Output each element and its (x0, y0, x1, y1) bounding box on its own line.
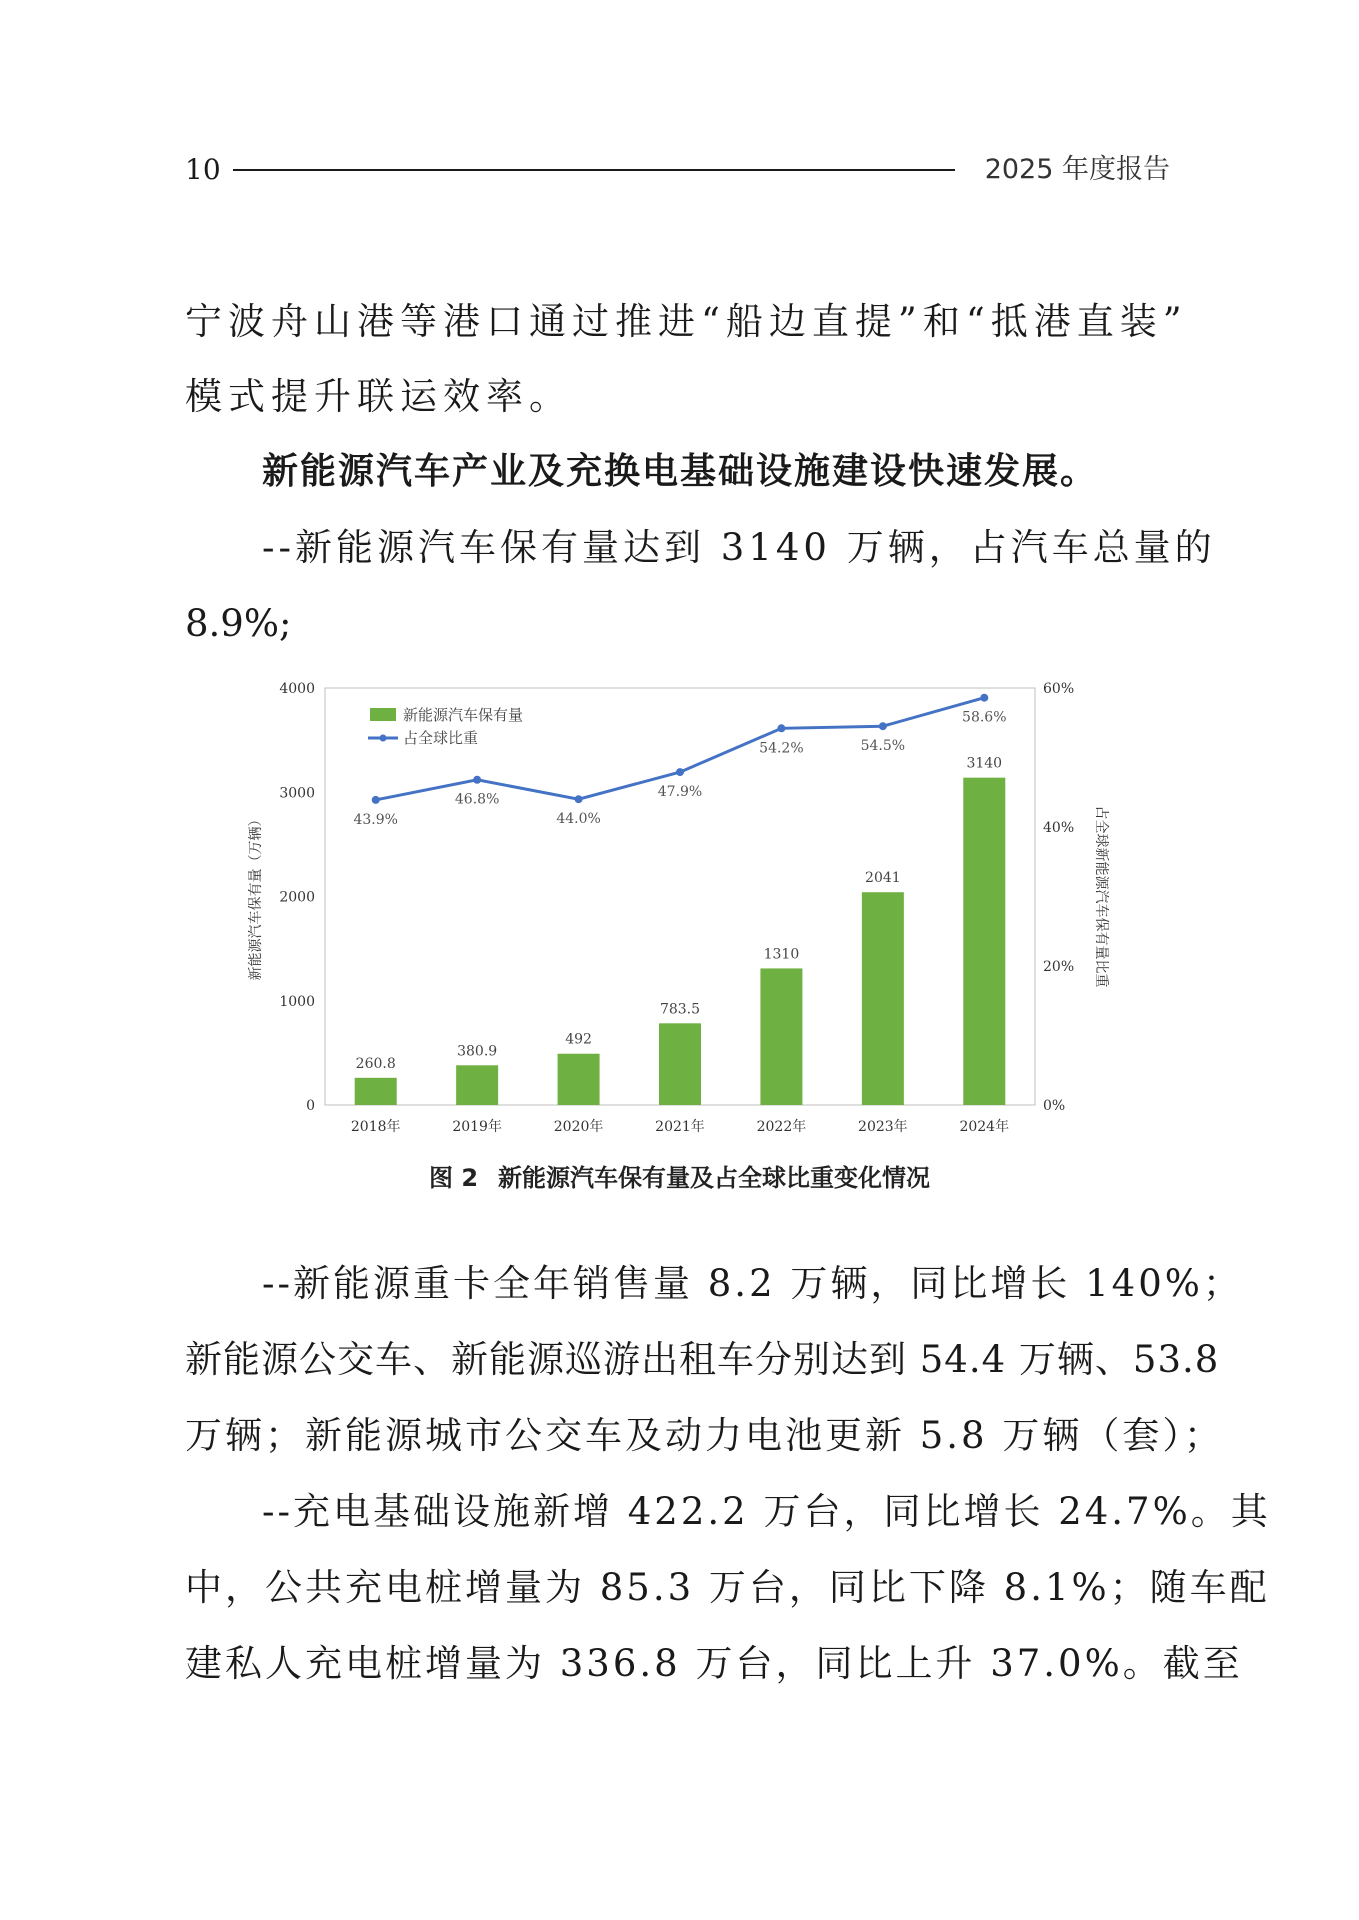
y-tick-label: 0 (306, 1098, 315, 1114)
y2-axis-label: 占全球新能源汽车保有量比重 (1093, 805, 1109, 988)
legend-swatch-point (380, 735, 387, 742)
share-data-label: 44.0% (556, 811, 601, 828)
chart (235, 668, 1135, 1138)
bar-data-label: 1310 (763, 946, 800, 963)
share-data-label: 43.9% (353, 811, 398, 828)
legend-swatch-bars (370, 708, 396, 721)
y2-tick-label: 0% (1043, 1098, 1066, 1114)
header-rule (233, 169, 955, 171)
x-tick-label: 2018年 (350, 1119, 401, 1135)
bullet-line: --新能源重卡全年销售量 8.2 万辆，同比增长 140%； (262, 1262, 1243, 1305)
figure-caption (0, 1158, 1359, 1193)
bar (862, 892, 904, 1105)
x-tick-label: 2021年 (655, 1119, 705, 1135)
caption-label: 图 2 (428, 1164, 479, 1192)
share-point (676, 768, 684, 776)
bar-data-label: 260.8 (355, 1055, 396, 1072)
section-heading: 新能源汽车产业及充换电基础设施建设快速发展。 (262, 451, 1099, 492)
bullet-line: 8.9%; (185, 602, 292, 645)
y-tick-label: 3000 (279, 785, 315, 802)
page-header (185, 152, 1170, 188)
body-line: 模式提升联运效率。 (185, 375, 572, 418)
bar-data-label: 492 (565, 1031, 592, 1048)
y2-tick-label: 60% (1043, 681, 1075, 697)
y2-tick-label: 20% (1043, 959, 1075, 975)
x-tick-label: 2024年 (959, 1119, 1010, 1135)
y-axis-label: 新能源汽车保有量（万辆） (248, 812, 264, 981)
x-tick-label: 2019年 (452, 1119, 502, 1135)
y-tick-label: 1000 (279, 993, 315, 1010)
bar-data-label: 3140 (966, 755, 1003, 772)
share-data-label: 54.5% (860, 738, 906, 755)
bar (760, 968, 802, 1105)
share-point (372, 796, 380, 804)
bar-data-label: 380.9 (457, 1043, 498, 1060)
bullet-line: 建私人充电桩增量为 336.8 万台，同比上升 37.0%。截至 (185, 1642, 1243, 1685)
x-tick-label: 2023年 (858, 1119, 908, 1135)
share-data-label: 54.2% (759, 740, 804, 757)
x-tick-label: 2022年 (756, 1119, 807, 1135)
share-point (777, 724, 785, 732)
bar (659, 1023, 701, 1105)
legend-label-line: 占全球比重 (403, 729, 479, 747)
bar (456, 1065, 498, 1105)
bullet-line: 新能源公交车、新能源巡游出租车分别达到 54.4 万辆、53.8 (185, 1338, 1220, 1381)
bar (355, 1078, 397, 1105)
chart-svg (235, 668, 1135, 1138)
body-line: 宁波舟山港等港口通过推进“船边直提”和“抵港直装” (185, 300, 1188, 343)
share-point (980, 694, 988, 702)
y-tick-label: 2000 (279, 889, 315, 906)
report-title: 2025 年度报告 (984, 154, 1170, 185)
bar-data-label: 2041 (865, 870, 901, 887)
legend-label-bars: 新能源汽车保有量 (403, 706, 524, 724)
bar-data-label: 783.5 (659, 1001, 701, 1018)
y-tick-label: 4000 (279, 681, 315, 697)
share-point (473, 776, 481, 784)
share-point (575, 795, 583, 803)
share-data-label: 47.9% (657, 784, 703, 801)
bullet-line: --新能源汽车保有量达到 3140 万辆，占汽车总量的 (262, 526, 1216, 569)
caption-text: 新能源汽车保有量及占全球比重变化情况 (498, 1164, 931, 1192)
share-data-label: 58.6% (962, 709, 1007, 726)
share-point (879, 722, 887, 730)
bullet-line: 万辆；新能源城市公交车及动力电池更新 5.8 万辆（套）； (185, 1414, 1224, 1457)
y2-tick-label: 40% (1043, 820, 1075, 836)
page-number: 10 (185, 153, 221, 186)
bullet-line: 中，公共充电桩增量为 85.3 万台，同比下降 8.1%；随车配 (185, 1566, 1270, 1609)
bullet-line: --充电基础设施新增 422.2 万台，同比增长 24.7%。其 (262, 1490, 1271, 1533)
bar (558, 1054, 600, 1105)
bar (963, 778, 1005, 1105)
share-data-label: 46.8% (454, 791, 500, 808)
x-tick-label: 2020年 (553, 1119, 604, 1135)
